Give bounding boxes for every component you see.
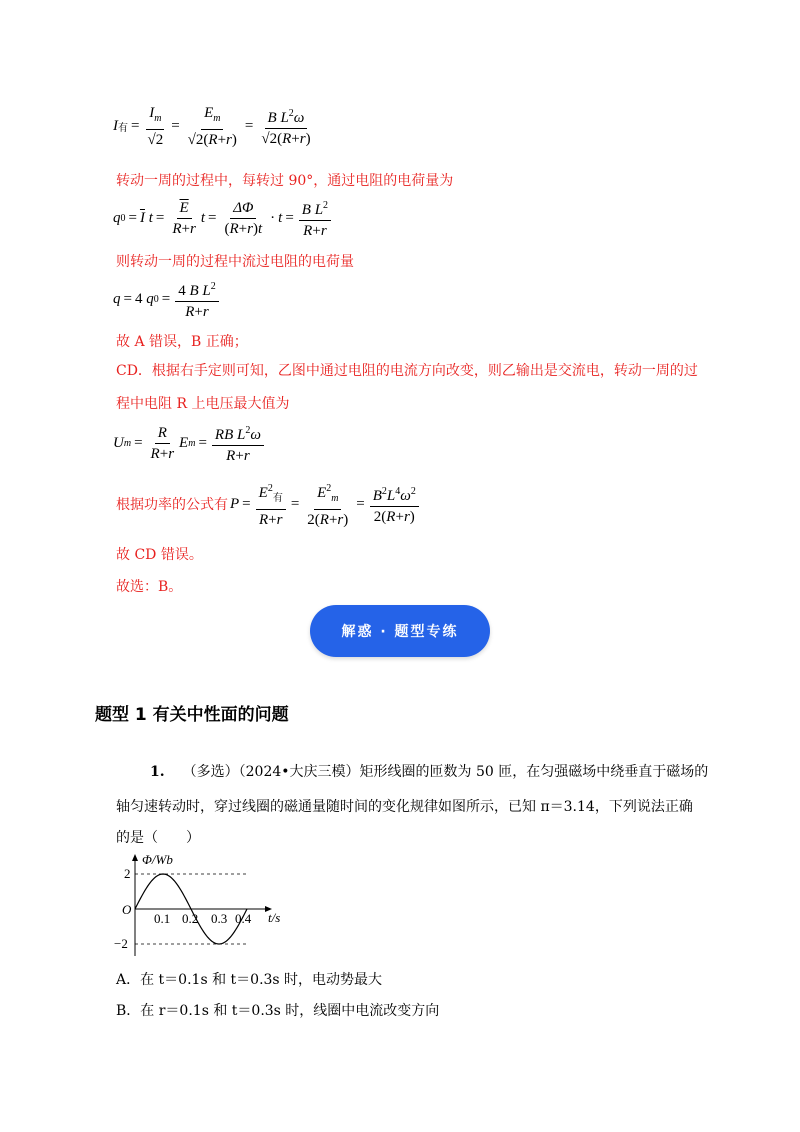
question-line1 [150, 762, 708, 782]
question-number: 1. [150, 764, 165, 780]
x-tick-0.1: 0.1 [154, 911, 171, 926]
x-tick-0.3: 0.3 [211, 911, 228, 926]
formula-q-total: q = 4 q 0 = $\frac{4 B L^2}{R+r}$ [113, 278, 221, 321]
practice-banner [310, 605, 490, 657]
x-tick-0.2: 0.2 [182, 911, 199, 926]
solution-final-choice: 故选：B。 [116, 579, 183, 595]
y-tick-bottom: −2 [114, 936, 128, 951]
question-text-1: （多选）（2024•大庆三模）矩形线圈的匝数为 50 匝，在匀强磁场中绕垂直于磁场的 [182, 764, 709, 780]
y-axis-label: Φ/Wb [142, 852, 173, 867]
origin-label: O [122, 902, 132, 917]
solution-cd-line2: 程中电阻 R 上电压最大值为 [116, 396, 290, 412]
section-title: 题型 1 有关中性面的问题 [95, 705, 289, 725]
y-tick-top: 2 [124, 866, 131, 881]
question-line3: 的是（ ） [116, 830, 200, 846]
formula-um: U m = $\frac{R}{R+r}$ E m = $\frac{RB L^2\omega}{R+r}$ [113, 422, 266, 465]
practice-banner-label: 解惑 · 题型专练 [341, 624, 459, 640]
flux-time-chart [112, 852, 302, 962]
option-a: A．在 t＝0.1s 和 t＝0.3s 时，电动势最大 [116, 972, 383, 988]
solution-ab-conclusion: 故 A 错误，B 正确； [116, 334, 248, 350]
y-axis-arrow [132, 854, 138, 861]
x-tick-0.4: 0.4 [235, 911, 252, 926]
formula-effective-current: I 有 = $\frac{I_m}{√2}$ = $\frac{E_m}{√2(R+r)}$ = $\frac{B L^2\omega}{√2(R+r)}$ [113, 105, 311, 148]
power-intro-text: 根据功率的公式有 [116, 496, 228, 513]
formula-q0: q 0 = $\overline{I}$ t = $\frac{\overline{E}}{R+r}$ t = $\frac{\Delta\Phi}{(R+r)t}$ · t = $\frac{B L^2}{R+r}$ [113, 197, 333, 240]
solution-full-cycle-text: 则转动一周的过程中流过电阻的电荷量 [116, 254, 354, 270]
question-line2: 轴匀速转动时，穿过线圈的磁通量随时间的变化规律如图所示，已知 π＝3.14，下列说法正确 [116, 799, 693, 815]
solution-rotate-90-text: 转动一周的过程中，每转过 90°，通过电阻的电荷量为 [116, 173, 454, 189]
option-b: B．在 r＝0.1s 和 t＝0.3s 时，线圈中电流改变方向 [116, 1003, 440, 1019]
formula-power-line: 根据功率的公式有 P = $\frac{E^2_有}{R+r}$ = $\frac{E^2_m}{2(R+r)}$ = $\frac{B^2L^4\omega^2}{2(R+r)}$ [116, 480, 421, 529]
solution-cd-conclusion: 故 CD 错误。 [116, 547, 203, 563]
solution-cd-line1: CD．根据右手定则可知，乙图中通过电阻的电流方向改变，则乙输出是交流电，转动一周的过 [116, 363, 698, 379]
x-axis-label: t/s [268, 910, 281, 925]
